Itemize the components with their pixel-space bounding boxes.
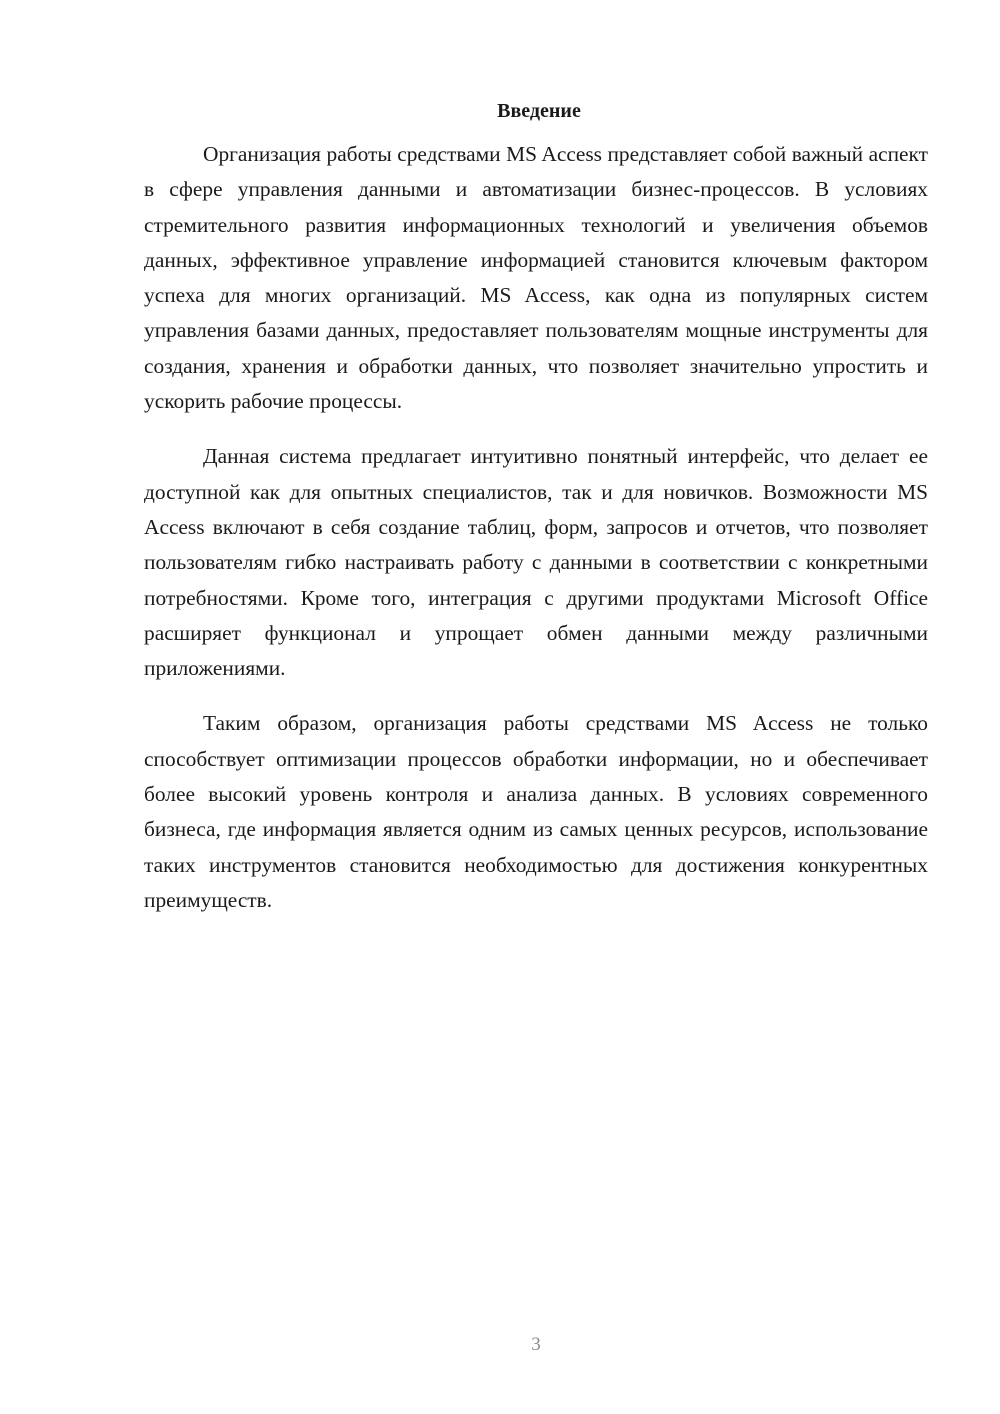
page-title: Введение bbox=[497, 100, 581, 122]
page-number: 3 bbox=[531, 1334, 541, 1355]
paragraph-3: Таким образом, организация работы средствами MS Access не только способствует оптимизации процессов обработки информации, но и обеспечивает более высокий уровень контроля и анализа данных. В условиях современного бизнеса, где информация является одним из самых ценных ресурсов, использование таких инструментов становится необходимостью для достижения конкурентных преимуществ. bbox=[144, 711, 928, 912]
paragraph-1: Организация работы средствами MS Access представляет собой важный аспект в сфере управления данными и автоматизации бизнес-процессов. В условиях стремительного развития информационных технологий и увеличения объемов данных, эффективное управление информацией становится ключевым фактором успеха для многих организаций. MS Access, как одна из популярных систем управления базами данных, предоставляет пользователям мощные инструменты для создания, хранения и обработки данных, что позволяет значительно упростить и ускорить рабочие процессы. bbox=[144, 142, 928, 414]
paragraph-2: Данная система предлагает интуитивно понятный интерфейс, что делает ее доступной как для опытных специалистов, так и для новичков. Возможности MS Access включают в себя создание таблиц, форм, запросов и отчетов, что позволяет пользователям гибко настраивать работу с данными в соответствии с конкретными потребностями. Кроме того, интеграция с другими продуктами Microsoft Office расширяет функционал и упрощает обмен данными между различными приложениями. bbox=[144, 444, 928, 681]
page-content bbox=[144, 96, 928, 938]
